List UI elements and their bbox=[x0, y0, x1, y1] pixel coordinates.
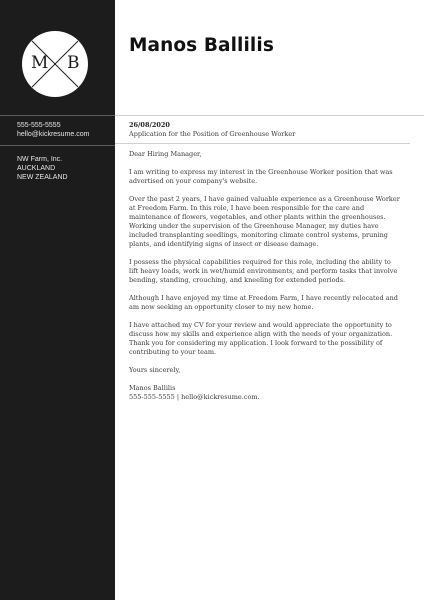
letter-subject: Application for the Position of Greenhouse Worker bbox=[129, 130, 296, 138]
sidebar-phone: 555-555-5555 bbox=[17, 122, 61, 129]
letter-paragraph: Although I have enjoyed my time at Freedom Farm, I have recently relocated and am now seeking an opportunity closer to my new home. bbox=[129, 294, 398, 311]
sidebar-divider bbox=[0, 115, 115, 116]
sidebar-address-line: NEW ZEALAND bbox=[17, 174, 68, 181]
monogram-letter-left: M bbox=[31, 53, 49, 73]
letter-paragraph: Over the past 2 years, I have gained valuable experience as a Greenhouse Worker at Freedom Farm. In this role, I have been responsible for the care and maintenance of flowers, vegetables, and other plants within the greenhouses. Working under the supervision of the Greenhouse Manager, my duties have included transplanting seedlings, monitoring climate control systems, pruning plants, and identifying signs of insect or disease damage. bbox=[129, 195, 400, 248]
letter-closing: Yours sincerely, bbox=[129, 366, 181, 374]
applicant-name: Manos Ballilis bbox=[129, 35, 274, 56]
letter-salutation: Dear Hiring Manager, bbox=[129, 150, 202, 158]
sidebar-divider bbox=[0, 145, 115, 146]
signature-name: Manos Ballilis bbox=[129, 384, 176, 392]
letter-paragraph: I have attached my CV for your review and would appreciate the opportunity to discuss how my skills and experience align with the needs of your organization. Thank you for considering my application. I look forward to the possibility of contributing to your team. bbox=[129, 321, 393, 356]
sidebar-address-line: NW Farm, Inc. bbox=[17, 156, 63, 163]
monogram-logo bbox=[22, 31, 88, 97]
cover-letter-body bbox=[129, 121, 401, 402]
sidebar-address-line: AUCKLAND bbox=[17, 165, 56, 172]
letter-date: 26/08/2020 bbox=[129, 121, 170, 129]
letter-paragraph: I possess the physical capabilities required for this role, including the ability to lift heavy loads, work in wet/humid environments, and perform tasks that involve bending, standing, crouching, and kneeling for extended periods. bbox=[129, 258, 398, 284]
subject-divider bbox=[115, 143, 410, 144]
monogram-letter-right: B bbox=[67, 53, 80, 73]
letter-paragraph: I am writing to express my interest in the Greenhouse Worker position that was advertised on your company's website. bbox=[129, 168, 393, 185]
sidebar bbox=[0, 0, 115, 600]
sidebar-email: hello@kickresume.com bbox=[17, 131, 90, 138]
header-divider bbox=[115, 115, 424, 116]
signature-contact: 555-555-5555 | hello@kickresume.com. bbox=[129, 393, 260, 401]
